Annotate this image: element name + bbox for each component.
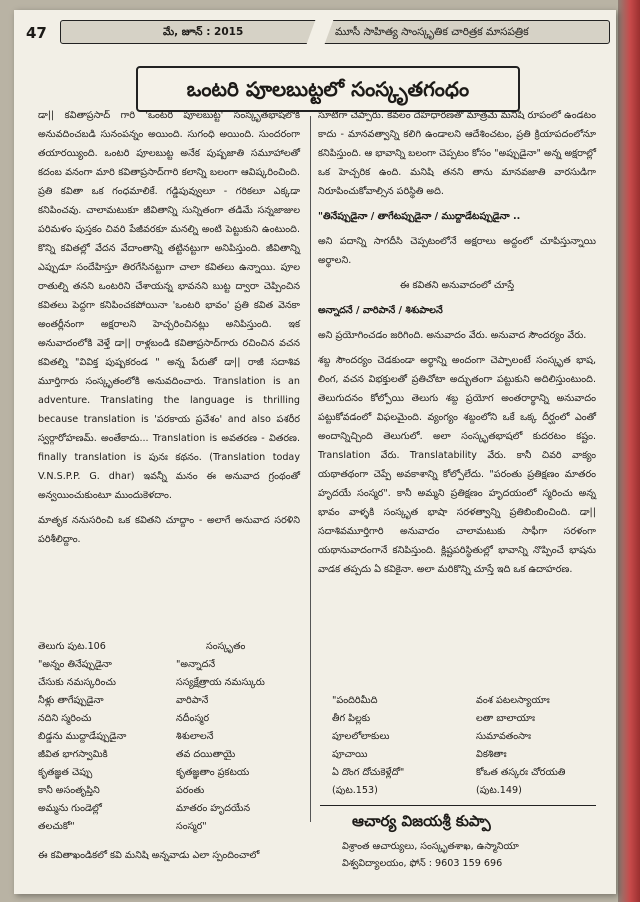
poem1-telugu-line: కానీ అసంతృప్తిని xyxy=(38,785,100,796)
poem2-telugu-line: పూచాయి xyxy=(332,749,368,760)
poem1-telugu-line: తలచుకో" xyxy=(38,821,75,832)
page-number: 47 xyxy=(26,24,47,42)
poem2-sanskrit-line: సుమావతంసాః xyxy=(476,731,531,742)
poem1-sanskrit-line: తవ దయితాయై xyxy=(176,749,236,760)
poem1-heading-telugu: తెలుగు పుట.106 xyxy=(38,641,106,652)
poem1-telugu-line: అమ్మను గుండెల్లో xyxy=(38,803,102,814)
author-affiliation: విశ్రాంత ఆచార్యులు, సంస్కృతశాఖ, ఉస్మానియా xyxy=(342,841,519,852)
poem2-sanskrit-line: వికశితాః xyxy=(476,749,507,760)
header-bar xyxy=(60,20,610,44)
right-paragraph-2: అని పదాన్ని సాగదీసి చెప్పటంలోనే అక్షరాలు అద్దంలో చూపిస్తున్నాయి అర్థాలని. xyxy=(318,236,596,266)
poem2-telugu-line: పూలలోలాకులు xyxy=(332,731,390,742)
header-separator xyxy=(306,19,333,45)
issue-date: మే, జూన్ : 2015 xyxy=(163,26,244,38)
author-name: ఆచార్య విజయశ్రీ కుప్పా xyxy=(352,812,491,830)
column-divider xyxy=(310,116,311,822)
right-paragraph-3: ఈ కవితని అనువాదంలో చూస్తే xyxy=(399,280,515,291)
poem1-sanskrit-line: వారిపానే xyxy=(176,695,209,706)
right-subhead-1: "తినేప్పుడైనా / తాగేటప్పుడైనా / ముద్దాడేటప్పుడైనా .. xyxy=(318,211,521,222)
poem1-telugu-line: బిడ్డను ముద్దాడేప్పుడైనా xyxy=(38,731,127,742)
poem2-sanskrit-line: కోఒత తస్కరః చోరయతి xyxy=(476,767,566,778)
poem2-sanskrit-line: లతా బాలాయాః xyxy=(476,713,536,724)
author-phone: విశ్వవిద్యాలయం, ఫోన్ : 9603 159 696 xyxy=(342,858,503,869)
left-paragraph-1: డా|| కవితాప్రసాద్ గారి 'ఒంటరి పూలబుట్ట' సంస్కృతభాషలోకి అనువదించబడి సునంపన్నం అయింది. సుగంధి అయింది. సుందరంగా తయారయ్యింది. ఒంటరి పూలబుట్ట అనేక పుష్పజాతి సమూహాలతో కదంబ వనంగా మారి కవితాప్రసాద్‌గారి కలాన్ని బలంగా ఆవిష్కరించింది. ప్రతి కవితా ఒక గంధమాలికే. గడ్డిపువ్వులూ - గరికలూ ఎక్కడా కనిపించవు. చాలామటుకూ జీవితాన్ని సున్నితంగా తడిమే సన్నజాజుల పరిమళం పుస్తకం చివరి పేజీవరకూ మనల్ని అంటి పెట్టుకుని ఉంటుంది. కొన్ని కవితల్లో వేదన వేదాంతాన్ని తట్టినట్టుగా అనిపిస్తుంది. జీవితాన్ని ఎప్పుడూ సందేహిస్తూ తిరగేసినట్టుగా చాలా కవితలు ఉన్నాయి. పూల రాతుల్ని తనని ఒంటరిని చేశాయన్న భావనని బుట్ట ద్వారా చెప్పించిన కవితలు పెద్దగా కనిపించకపోయినా 'ఒంటరి భావం' ప్రతి కవిత వెనకా అంతర్లీనంగా అక్షరాలని హెచ్చరించినట్లు అనిపిస్తుంది. ఇక అనువాదంలోకి వెళ్తే డా|| రాళ్లబండి కవితాప్రసాద్‌గారు రచించిన వచన కవితల్ని "వివిక్త పుష్పకరండ " అన్న పేరుతో డా|| రాజీ సదాశివ మూర్తిగారు సంస్కృతంలోకి అనువదించారు. Translation is an adventure. Translating the language is thrilling because translation is 'పరకాయ ప్రవేశం' and also పశరీర స్వర్గారోహణమ్. అంతేకాదు... Translation is అవతరణ - వితరణ. finally translation is పునః కథనం. (Translation today V.N.S.P.P. G. dhar) ఇవన్నీ మనం ఈ అనువాద గ్రంథంతో అన్వయించుకుంటూ ముందుకెళదాం. xyxy=(38,110,300,501)
poem2-sanskrit-line: వంశ పటలస్యాయాః xyxy=(476,695,550,706)
poem1-sanskrit xyxy=(176,638,300,836)
poem1-telugu-line: కృతజ్ఞత చెప్పు xyxy=(38,767,93,778)
magazine-name: మూసీ సాహిత్య సాంస్కృతిక చారిత్రక మాసపత్రిక xyxy=(335,26,529,38)
poem2-sanskrit-line: (పుట.149) xyxy=(476,785,522,796)
right-paragraph-4: అని ప్రయోగించడం జరిగింది. అనువాదం వేరు. అనువాద సౌందర్యం వేరు. xyxy=(318,330,587,341)
poem1-sanskrit-line: సంస్మర" xyxy=(176,821,207,832)
left-footer-text xyxy=(38,846,300,865)
page-header xyxy=(24,18,612,48)
poem1-sanskrit-line: నదీంస్మర xyxy=(176,713,210,724)
page-edge xyxy=(618,0,640,902)
poem1-sanskrit-line: "అన్నాదనే xyxy=(176,659,216,670)
poem2-telugu-line: (పుట.153) xyxy=(332,785,378,796)
author-info xyxy=(342,838,519,872)
poem2-telugu-line: ఏ దొంగ దోచుకెళ్లేదో" xyxy=(332,767,405,778)
right-paragraph-1: సూటిగా చెప్పారు. కేవలం దేహధారణతో మాత్రమే మనిషి రూపంలో ఉండటం కాదు - మానవత్వాన్ని కలిగి ఉండాలని ఆదేశించటం, ప్రతి క్రియాపదంలోనూ కనిపిస్తుంది. ఆ భావాన్ని బలంగా చెప్పటం కోసం "అప్పుడైనా" అన్న అక్షరాల్లో ఒక హెచ్చరిక ఉంది. మనిషి తనని తాను మానవజాతి వారసుడిగా నిరూపించుకోవాల్సిన పరిస్థితి అది. xyxy=(318,110,596,197)
right-column xyxy=(318,106,596,579)
poem2-telugu xyxy=(332,692,472,800)
poem2-sanskrit xyxy=(476,692,596,800)
poem1-telugu-line: జీవిత భాగస్వామికి xyxy=(38,749,108,760)
right-subhead-2: అన్నాదనే / వారిపానే / శిశుపాలనే xyxy=(318,305,443,316)
poem1-telugu xyxy=(38,638,168,836)
poem1-sanskrit-line: మాతరం హృదయేన xyxy=(176,803,251,814)
poem1-footer: ఈ కవితాఖండికలో కవి మనిషి అన్నవాడు ఎలా స్పందించాలో xyxy=(38,850,260,861)
poem1-sanskrit-line: పరంతు xyxy=(176,785,205,796)
left-column xyxy=(38,106,300,549)
left-paragraph-2: మాతృక ననుసరించి ఒక కవితని చూద్దాం - అలాగే అనువాద సరళిని పరిశీలిద్దాం. xyxy=(38,515,300,545)
poem1-sanskrit-line: కృతజ్ఞతాం ప్రకటయ xyxy=(176,767,250,778)
poem1-sanskrit-line: శిశులాలనే xyxy=(176,731,214,742)
magazine-page xyxy=(14,10,616,894)
poem1-heading-sanskrit: సంస్కృతం xyxy=(206,641,246,652)
poem1-sanskrit-line: సస్యక్షేత్రాయ నమస్కురు xyxy=(176,677,265,688)
poem1-telugu-line: నీళ్లు తాగేప్పుడైనా xyxy=(38,695,104,706)
article-title: ఒంటరి పూలబుట్టలో సంస్కృతగంధం xyxy=(136,66,520,112)
poem2-telugu-line: "పందిరిమీది xyxy=(332,695,378,706)
poem2-telugu-line: తీగ పిల్లకు xyxy=(332,713,371,724)
author-box xyxy=(320,805,596,874)
poem1-telugu-line: చేసుకు నమస్కరించు xyxy=(38,677,116,688)
poem1-telugu-line: నదిని స్మరించు xyxy=(38,713,92,724)
right-paragraph-5: శబ్ద సౌందర్యం చెడకుండా అర్థాన్ని అందంగా చెప్పాలంటే సంస్కృత భాష, లింగ, వచన విభక్తులతో ప్రతిచోటా అద్భుతంగా పట్టుకుని అదిలిస్తుంటుంది. తెలుగుదనం కోల్పోయి తెలుగు శబ్ద ప్రయోగ అంతరార్థాన్ని అనువాదం పట్టుకోవడంలో విఫలమైంది. వ్యంగ్యం శబ్దంలోని ఒకే ఒక్క దీర్ఘంలో ఎంతో అందాన్నిచ్చింది తెలుగులో. అలా సంస్కృతభాషలో కుదరటం కష్టం. Translation వేరు. Translatability వేరు. కానీ చివరి వాక్యం యథాతథంగా చెప్పే అవకాశాన్ని కోల్పోలేదు. "పరంతు ప్రతిక్షణం మాతరం హృదయే సంస్మర". కానీ అమ్మని ప్రతిక్షణం హృదయంలో స్మరించు అన్న భావం వాళ్ళకి సంస్కృత భాషా సరళత్వాన్ని ప్రతిబింబించింది. డా|| సదాశివమూర్తిగారి అనువాదం చాలామటుకు సాఫీగా సరళంగా యథానువాదంగానే కనిపిస్తుంది. క్లిష్టపరిస్థితుల్లో భావాన్ని నొప్పించే భాషను వాడక తప్పదు ఏ కవికైనా. అలా మరికొన్ని చూస్తే ఇది ఒక ఉదాహరణ. xyxy=(318,355,596,575)
poem1-telugu-line: "అన్నం తినేప్పుడైనా xyxy=(38,659,112,670)
